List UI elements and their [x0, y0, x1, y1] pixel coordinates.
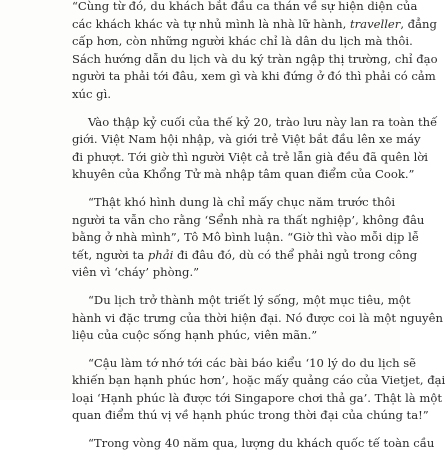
text-line: giới. Việt Nam hội nhập, và giới trẻ Việt bắt đầu lên xe máy	[72, 132, 421, 147]
text-line: Sách hướng dẫn du lịch và du ký tràn ngập thị trường, chỉ đạo	[72, 51, 438, 66]
text-line: “Du lịch trở thành một triết lý sống, một mục tiêu, một	[88, 292, 411, 307]
text-line: viên vì ‘cháy’ phòng.”	[72, 265, 200, 280]
text-line: loại ‘Hạnh phúc là được tới Singapore chơi thả ga’. Thật là một	[72, 390, 443, 405]
paragraph-2	[56, 114, 438, 184]
text-line: đi phượt. Tới giờ thì người Việt cả trẻ lẫn già đều đã quên lời	[72, 149, 428, 164]
body-text	[56, 0, 445, 463]
paragraph-4	[56, 292, 443, 345]
text-line: Vào thập kỷ cuối của thế kỷ 20, trào lưu này lan ra toàn thế	[88, 114, 438, 129]
text-line: người ta vẫn cho rằng ‘Sểnh nhà ra thất nghiệp’, không đâu	[72, 212, 425, 227]
text-line: “Thật khó hình dung là chỉ mấy chục năm trước thôi	[88, 194, 396, 209]
text-line: “Trong vòng 40 năm qua, lượng du khách quốc tế toàn cầu	[88, 436, 435, 451]
text-line: khuyên của Khổng Tử mà nhập tâm quan điểm của Cook.”	[72, 167, 415, 182]
text-line: tết, người ta phải đi đâu đó, dù có thể phải ngủ trong công	[72, 247, 418, 262]
paragraph-3	[56, 194, 425, 282]
text-line: hành vi đặc trưng của thời hiện đại. Nó được coi là một nguyên	[72, 310, 443, 325]
text-line: cấp hơn, còn những người khác chỉ là dân du lịch mà thôi.	[72, 34, 413, 49]
text-line: “Cậu làm tớ nhớ tới các bài báo kiểu ‘10 lý do du lịch sẽ	[88, 355, 417, 370]
text-line: “Cùng từ đó, du khách bắt đầu ca thán về sự hiện diện của	[72, 0, 418, 13]
paragraph-1	[56, 0, 438, 104]
text-line: xúc gì.	[72, 86, 111, 101]
text-line: khiến bạn hạnh phúc hơn’, hoặc mấy quảng cáo của Vietjet, đại	[72, 373, 445, 388]
text-line: quan điểm thú vị về hạnh phúc trong thời đại của chúng ta!”	[72, 408, 429, 423]
text-line: các khách khác và tự nhủ mình là nhà lữ hành, traveller, đẳng	[72, 16, 437, 31]
text-line: người ta phải tới đâu, xem gì và khi đứng ở đó thì phải có cảm	[72, 69, 436, 84]
text-line: bằng ở nhà mình”, Tô Mô bình luận. “Giờ thì vào mỗi dịp lễ	[72, 230, 419, 245]
paragraph-6	[56, 435, 435, 453]
text-line: liệu của cuộc sống hạnh phúc, viên mãn.”	[72, 328, 318, 343]
paragraph-5	[56, 355, 445, 425]
